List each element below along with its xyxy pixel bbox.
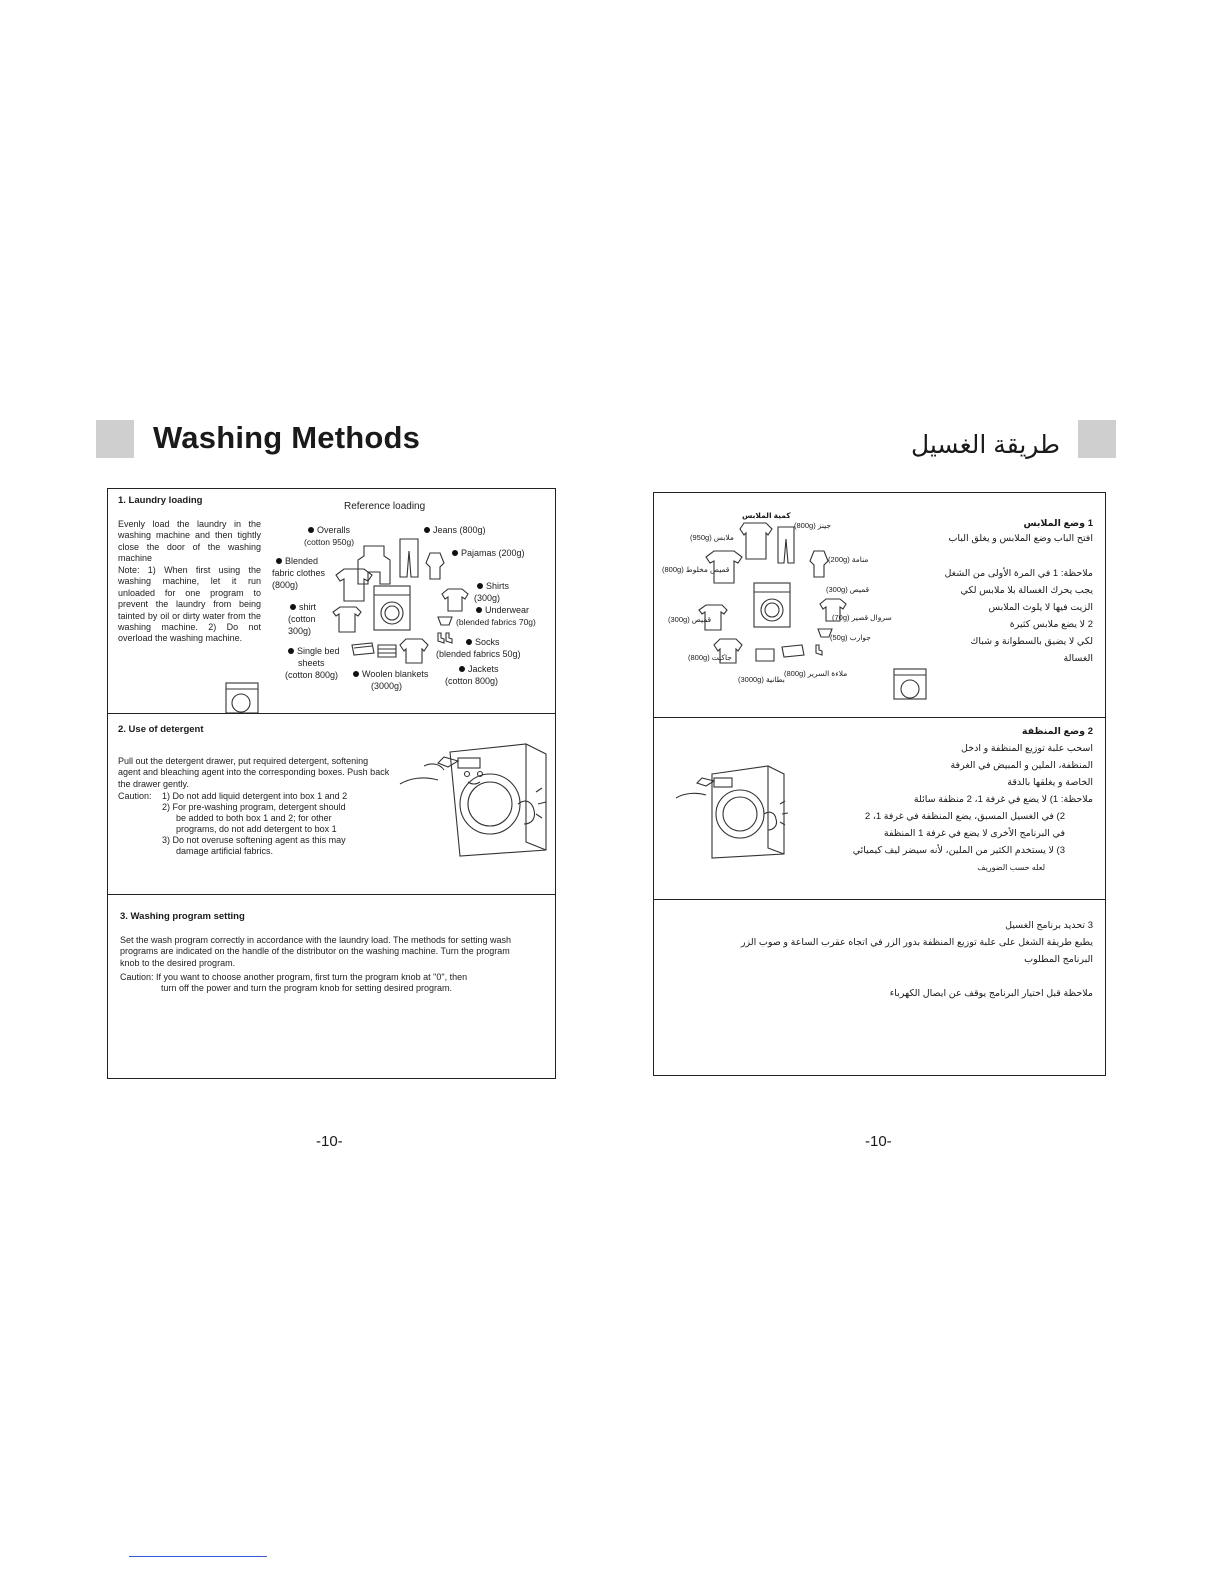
detergent-illustration: [108, 714, 557, 895]
arabic-detergent-illustration: [654, 718, 1107, 900]
page-title-arabic: طريقة الغسيل: [910, 431, 1060, 459]
caution-1: 1) Do not add liquid detergent into box 1 and 2: [162, 791, 348, 801]
item-overalls-name: Overalls: [317, 525, 351, 535]
ar-s3-line-3: البرنامج المطلوب: [1024, 954, 1093, 965]
ar-label-socks: جوارب (50g): [830, 633, 871, 642]
item-blended-name: Blended: [285, 556, 319, 566]
item-blankets-detail: (3000g): [371, 681, 403, 691]
ar-label-quantity: كمية الملابس: [742, 511, 791, 520]
item-blended-line3: (800g): [272, 580, 299, 590]
ar-label-blankets: بطانية (3000g): [738, 675, 785, 684]
ar-s2-line-4: الخاصة و يغلقها بالدقة: [1007, 777, 1093, 788]
ar-s1-line-5: الزيت فيها لا يلوث الملابس: [988, 602, 1093, 613]
bottom-link-underline[interactable]: [129, 1556, 267, 1557]
ar-s1-line-1: 1 وضع الملابس: [1023, 518, 1093, 529]
laundry-illustration: [108, 489, 557, 713]
ar-s2-line-5: ملاحظة: 1) لا يضع في غرفة 1، 2 منظفة سائلة: [913, 794, 1093, 805]
ar-label-bedsheets: ملاءة السرير (800g): [784, 669, 848, 678]
right-grey-tab: [1078, 420, 1116, 458]
ar-s3-line-2: يطبع طريقة الشغل على علبة توزيع المنظفة بدور الزر في اتجاه عقرب الساعة و صوب الزر: [740, 937, 1093, 948]
ar-label-overalls: ملابس (950g): [690, 533, 734, 542]
arabic-program-section: [654, 899, 1105, 1077]
caution-3b: damage artificial fabrics.: [176, 846, 274, 856]
reference-loading-title: Reference loading: [344, 501, 426, 512]
ar-s1-line-8: الغسالة: [1063, 653, 1093, 664]
caution-label: Caution:: [118, 791, 152, 801]
item-jackets-detail: (cotton 800g): [445, 676, 499, 686]
item-socks-detail: (blended fabrics 50g): [436, 649, 521, 659]
arabic-detergent-section: [654, 717, 1105, 899]
ar-label-jacket: جاكيت (800g): [688, 653, 732, 662]
item-blended-line2: fabric clothes: [272, 568, 326, 578]
ar-s3-line-1: 3 تحديد برنامج الغسيل: [1005, 920, 1093, 931]
ar-s2-line-9: لعله حسب الضوريف: [977, 863, 1045, 872]
ar-label-shirt-left: قميص (300g): [668, 615, 712, 624]
ar-label-jeans: جينز (800g): [794, 521, 832, 530]
program-caution-b: turn off the power and turn the program knob for setting desired program.: [161, 983, 452, 993]
program-setting-body: Set the wash program correctly in accordance with the laundry load. The methods for setting wash programs are indicated on the handle of the distributor on the washing machine. Turn the program knob to the desired program.: [120, 935, 512, 968]
ar-s3-line-4: ملاحظة قبل اختيار البرنامج يوقف عن ايصال الكهرباء: [889, 988, 1093, 999]
item-bed-sheets-line2: sheets: [298, 658, 325, 668]
item-shirt-name: shirt: [299, 602, 317, 612]
ar-s2-line-2: اسحب علبة توزيع المنظفة و ادخل: [961, 743, 1093, 754]
left-grey-tab: [96, 420, 134, 458]
ar-label-shirt-right: قميص (300g): [826, 585, 870, 594]
item-shirt-line2: (cotton: [288, 614, 316, 624]
item-bed-sheets-name: Single bed: [297, 646, 340, 656]
detergent-heading: 2. Use of detergent: [118, 724, 204, 735]
ar-s1-line-4: يجب يحرك الغسالة بلا ملابس لكي: [960, 585, 1093, 596]
arabic-laundry-section: [654, 493, 1105, 717]
item-bed-sheets-line3: (cotton 800g): [285, 670, 339, 680]
ar-label-underwear: سروال قصير (70g): [832, 613, 892, 622]
item-overalls-detail: (cotton 950g): [304, 537, 355, 547]
ar-s1-line-7: لكي لا يضيق بالسطوانة و شباك: [970, 636, 1093, 647]
right-instructions-box-arabic: [653, 492, 1106, 1076]
item-shirt-line3: 300g): [288, 626, 312, 636]
page-number-left: -10-: [316, 1133, 343, 1150]
caution-3a: 3) Do not overuse softening agent as this may: [162, 835, 346, 845]
caution-2a: 2) For pre-washing program, detergent should: [162, 802, 346, 812]
item-jeans-name: Jeans (800g): [433, 525, 486, 535]
caution-2b: be added to both box 1 and 2; for other: [176, 813, 332, 823]
program-caution-a: Caution: If you want to choose another program, first turn the program knob at "0", then: [120, 972, 468, 982]
ar-s2-line-8: 3) لا يستخدم الكثير من الملين، لأنه سيضر ليف كيميائي: [852, 845, 1065, 856]
ar-s2-line-6: 2) في الغسيل المسبق، يضع المنظفة في غرفة 1، 2: [864, 811, 1065, 822]
item-shirts-detail: (300g): [474, 593, 501, 603]
ar-label-pajamas: منامة (200g): [828, 555, 869, 564]
ar-label-blended: قميص مخلوط (800g): [662, 565, 730, 574]
item-underwear-detail: (blended fabrics 70g): [456, 617, 536, 627]
arabic-laundry-illustration: [654, 493, 1107, 717]
laundry-loading-section: [108, 489, 555, 713]
program-setting-section: [108, 894, 555, 1080]
detergent-section: [108, 713, 555, 894]
item-shirts-name: Shirts: [486, 581, 510, 591]
laundry-loading-body: Evenly load the laundry in the washing machine and then tightly close the door of the washing machine: [118, 519, 261, 564]
laundry-loading-heading: 1. Laundry loading: [118, 495, 203, 506]
page-number-right: -10-: [865, 1133, 892, 1150]
ar-s2-line-7: في البرنامج الأخرى لا يضع في غرفة 1 المنظفة: [883, 828, 1065, 839]
caution-2c: programs, do not add detergent to box 1: [176, 824, 337, 834]
ar-s1-line-2: افتح الباب وضع الملابس و يغلق الباب: [948, 533, 1093, 544]
item-pajamas-name: Pajamas (200g): [461, 548, 525, 558]
item-blankets-name: Woolen blankets: [362, 669, 429, 679]
item-underwear-name: Underwear: [485, 605, 530, 615]
ar-s1-line-3: ملاحظة: 1 في المرة الأولى من الشغل: [944, 568, 1093, 579]
left-instructions-box: [107, 488, 556, 1079]
item-jackets-name: Jackets: [468, 664, 499, 674]
ar-s1-line-6: 2 لا يضع ملابس كثيرة: [1009, 619, 1093, 630]
program-setting-heading: 3. Washing program setting: [120, 911, 245, 922]
laundry-loading-note: Note: 1) When first using the washing machine, let it run unloaded for one program to prevent the laundry from being tainted by oil or dirty water from the washing machine. 2) Do not overload the washing machine.: [118, 565, 261, 644]
ar-s2-line-1: 2 وضع المنظفة: [1021, 726, 1093, 737]
item-socks-name: Socks: [475, 637, 500, 647]
detergent-body: Pull out the detergent drawer, put required detergent, softening agent and bleaching agent into the corresponding boxes. Push back the drawer gently.: [118, 756, 390, 789]
ar-s2-line-3: المنظفة، الملين و المبيض في الغرفة: [950, 760, 1093, 771]
page-title-english: Washing Methods: [153, 420, 421, 455]
